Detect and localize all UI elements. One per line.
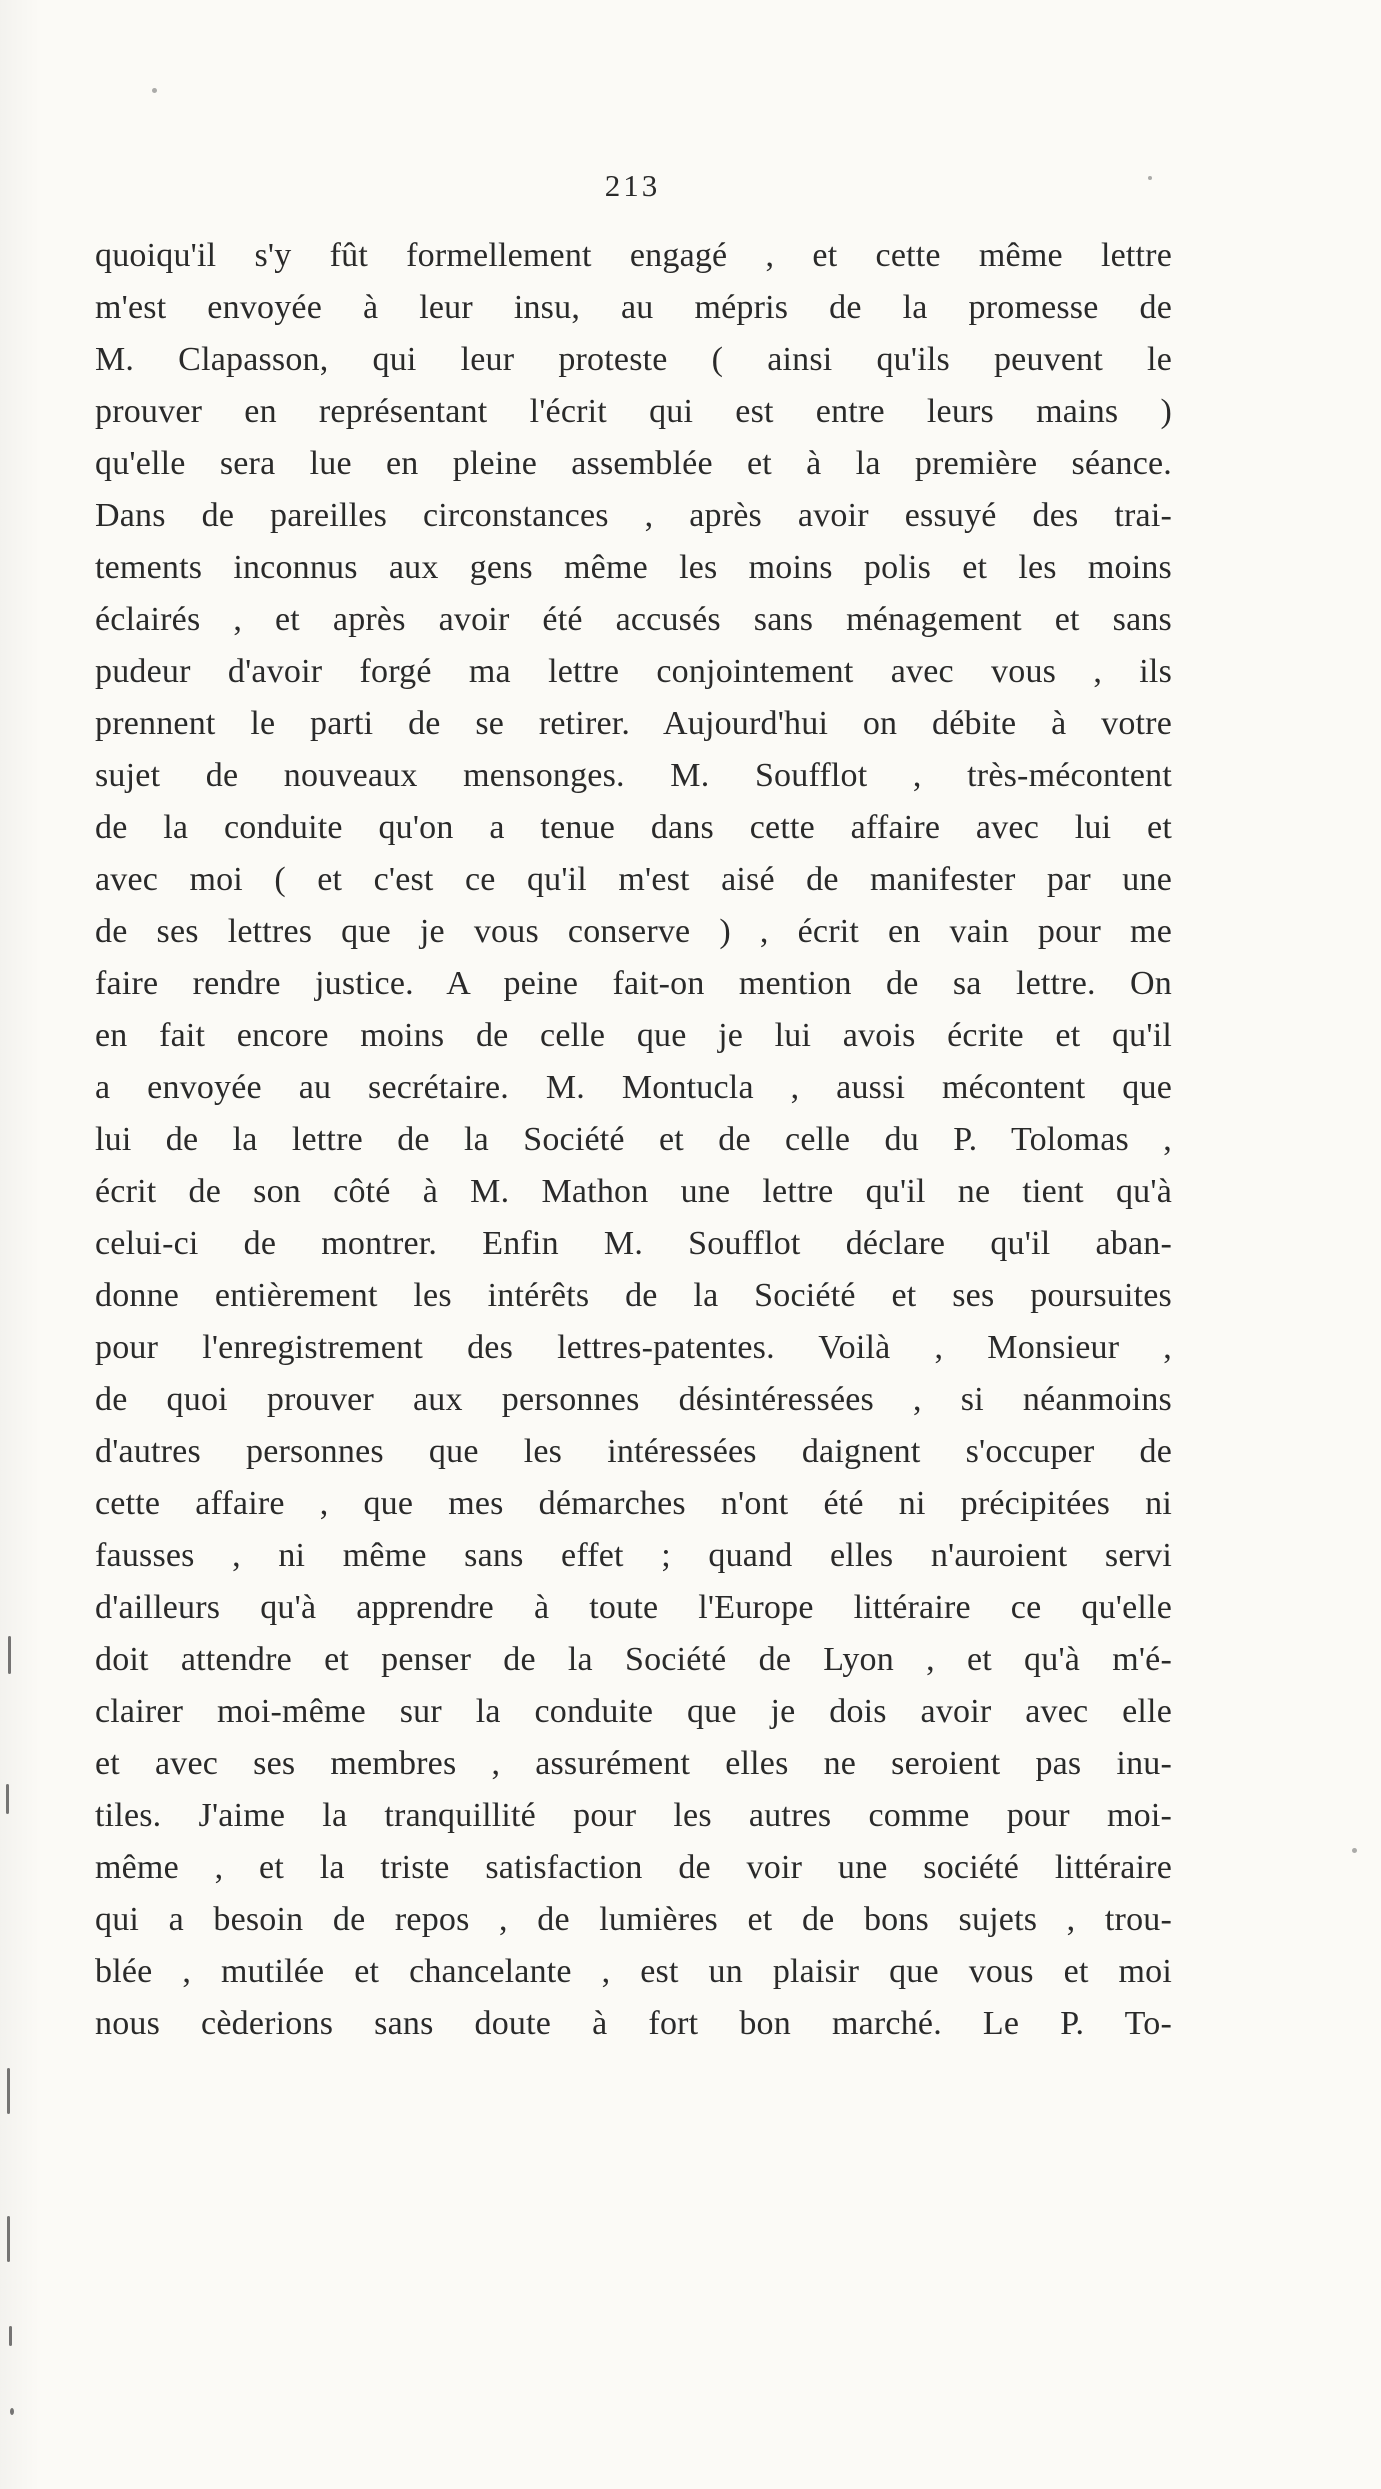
- text-line: même , et la triste satisfaction de voir une société littéraire: [95, 1849, 1172, 1886]
- text-line: prennent le parti de se retirer. Aujourd'hui on débite à votre: [95, 705, 1172, 742]
- text-line: Dans de pareilles circonstances , après avoir essuyé des trai-: [95, 497, 1172, 534]
- text-line: cette affaire , que mes démarches n'ont été ni précipitées ni: [95, 1485, 1172, 1522]
- page-number: 213: [604, 168, 661, 203]
- text-line: d'ailleurs qu'à apprendre à toute l'Europe littéraire ce qu'elle: [95, 1589, 1172, 1626]
- pencil-mark: [10, 2408, 14, 2415]
- text-line: nous cèderions sans doute à fort bon marché. Le P. To-: [95, 2005, 1172, 2042]
- text-line: a envoyée au secrétaire. M. Montucla , aussi mécontent que: [95, 1069, 1172, 1106]
- text-line: lui de la lettre de la Société et de celle du P. Tolomas ,: [95, 1121, 1172, 1158]
- text-line: de quoi prouver aux personnes désintéressées , si néanmoins: [95, 1381, 1172, 1418]
- text-line: M. Clapasson, qui leur proteste ( ainsi qu'ils peuvent le: [95, 341, 1172, 378]
- text-line: prouver en représentant l'écrit qui est entre leurs mains ): [95, 393, 1172, 430]
- text-line: faire rendre justice. A peine fait-on mention de sa lettre. On: [95, 965, 1172, 1002]
- text-line: quoiqu'il s'y fût formellement engagé , et cette même lettre: [95, 237, 1172, 274]
- pencil-mark: [6, 1784, 9, 1814]
- scan-speck: [152, 88, 157, 93]
- text-line: m'est envoyée à leur insu, au mépris de la promesse de: [95, 289, 1172, 326]
- text-line: donne entièrement les intérêts de la Société et ses poursuites: [95, 1277, 1172, 1314]
- pencil-mark: [8, 1636, 11, 1674]
- paragraph: [95, 230, 1172, 2050]
- text-line: avec moi ( et c'est ce qu'il m'est aisé de manifester par une: [95, 861, 1172, 898]
- pencil-mark: [7, 2068, 10, 2114]
- text-line: tements inconnus aux gens même les moins polis et les moins: [95, 549, 1172, 586]
- scan-speck: [1352, 1848, 1357, 1853]
- text-line: et avec ses membres , assurément elles ne seroient pas inu-: [95, 1745, 1172, 1782]
- text-line: de ses lettres que je vous conserve ) , écrit en vain pour me: [95, 913, 1172, 950]
- text-line: blée , mutilée et chancelante , est un plaisir que vous et moi: [95, 1953, 1172, 1990]
- text-line: d'autres personnes que les intéressées daignent s'occuper de: [95, 1433, 1172, 1470]
- text-line: doit attendre et penser de la Société de Lyon , et qu'à m'é-: [95, 1641, 1172, 1678]
- text-line: éclairés , et après avoir été accusés sans ménagement et sans: [95, 601, 1172, 638]
- text-line: pudeur d'avoir forgé ma lettre conjointement avec vous , ils: [95, 653, 1172, 690]
- text-line: qu'elle sera lue en pleine assemblée et à la première séance.: [95, 445, 1172, 482]
- scan-speck: [1148, 176, 1152, 180]
- text-line: écrit de son côté à M. Mathon une lettre qu'il ne tient qu'à: [95, 1173, 1172, 1210]
- text-line: de la conduite qu'on a tenue dans cette affaire avec lui et: [95, 809, 1172, 846]
- text-line: tiles. J'aime la tranquillité pour les autres comme pour moi-: [95, 1797, 1172, 1834]
- text-line: pour l'enregistrement des lettres-patentes. Voilà , Monsieur ,: [95, 1329, 1172, 1366]
- text-line: fausses , ni même sans effet ; quand elles n'auroient servi: [95, 1537, 1172, 1574]
- pencil-mark: [9, 2326, 12, 2346]
- text-line: celui-ci de montrer. Enfin M. Soufflot déclare qu'il aban-: [95, 1225, 1172, 1262]
- text-line: clairer moi-même sur la conduite que je dois avoir avec elle: [95, 1693, 1172, 1730]
- text-line: en fait encore moins de celle que je lui avois écrite et qu'il: [95, 1017, 1172, 1054]
- text-line: sujet de nouveaux mensonges. M. Soufflot , très-mécontent: [95, 757, 1172, 794]
- pencil-mark: [7, 2216, 10, 2262]
- text-line: qui a besoin de repos , de lumières et de bons sujets , trou-: [95, 1901, 1172, 1938]
